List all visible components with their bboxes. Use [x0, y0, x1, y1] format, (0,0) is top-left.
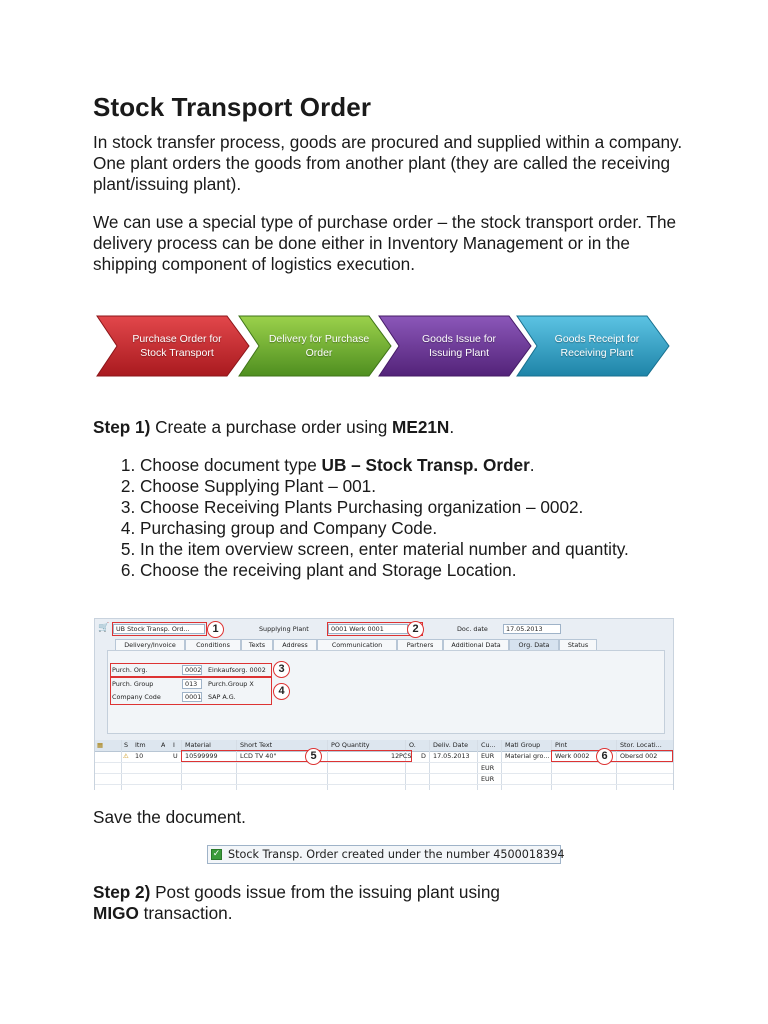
- tab-additional-data[interactable]: Additional Data: [443, 639, 509, 650]
- row-plant[interactable]: Werk 0002: [555, 752, 590, 760]
- callout-badge: 6: [596, 748, 613, 765]
- process-step-label: Purchase Order for Stock Transport: [132, 333, 222, 359]
- callout-badge: 5: [305, 748, 322, 765]
- column-header: Itm: [135, 741, 146, 749]
- column-header: PO Quantity: [331, 741, 370, 749]
- grid-icon[interactable]: ▦: [97, 741, 104, 749]
- step2-text: Post goods issue from the issuing plant using: [150, 882, 500, 902]
- list-item-text: Choose Supplying Plant – 001.: [140, 476, 377, 496]
- highlight-box: [181, 750, 412, 762]
- process-step-label: Goods Issue for Issuing Plant: [421, 333, 497, 359]
- supplying-plant-value: 0001 Werk 0001: [331, 625, 384, 633]
- column-header: O.: [409, 741, 416, 749]
- row-delivery-date[interactable]: 17.05.2013: [433, 752, 470, 760]
- column-divider: [181, 740, 182, 790]
- row-matl-group[interactable]: Material gro...: [505, 752, 550, 760]
- row-divider: [95, 773, 673, 774]
- list-item: [140, 455, 700, 476]
- tab-conditions[interactable]: Conditions: [185, 639, 241, 650]
- column-header: Material: [185, 741, 211, 749]
- status-message-bar: [207, 845, 565, 864]
- column-header: A: [161, 741, 166, 749]
- process-step-goods-issue: [377, 314, 533, 378]
- column-header: Cu...: [481, 741, 496, 749]
- purch-org-label: Purch. Org.: [112, 666, 148, 674]
- list-item-suffix: .: [529, 455, 535, 475]
- callout-badge: 4: [273, 683, 290, 700]
- row-divider: [95, 784, 673, 785]
- column-divider: [405, 740, 406, 790]
- org-data-panel: [107, 650, 665, 734]
- process-step-delivery: [237, 314, 393, 378]
- company-code-value: 0001: [185, 693, 202, 701]
- row-storage-location[interactable]: Obersd 002: [620, 752, 658, 760]
- step1-transaction-code: ME21N: [392, 417, 450, 437]
- step2-prefix: Step 2): [93, 882, 151, 902]
- column-header: Stor. Locati...: [620, 741, 662, 749]
- tab-partners[interactable]: Partners: [397, 639, 443, 650]
- list-item-text: In the item overview screen, enter material number and quantity.: [140, 539, 629, 559]
- tab-org-data[interactable]: Org. Data: [509, 639, 559, 650]
- company-code-label: Company Code: [112, 693, 161, 701]
- save-document-text: Save the document.: [93, 807, 246, 827]
- tab-texts[interactable]: Texts: [241, 639, 273, 650]
- supplying-plant-label: Supplying Plant: [259, 625, 309, 633]
- page-title: Stock Transport Order: [93, 92, 372, 122]
- intro-paragraph-2: We can use a special type of purchase order – the stock transport order. The delivery process can be done either in Inventory Management or in the shipping component of logistics execution.: [93, 212, 677, 274]
- purch-org-code: 0002: [185, 666, 202, 674]
- column-divider: [551, 740, 552, 790]
- column-header: I: [173, 741, 175, 749]
- warning-icon: ⚠: [123, 752, 129, 760]
- cart-icon: 🛒: [98, 623, 110, 633]
- purch-group-label: Purch. Group: [112, 680, 154, 688]
- row-currency: EUR: [481, 764, 495, 772]
- row-currency: EUR: [481, 775, 495, 783]
- list-item-text: Choose document type: [140, 455, 322, 475]
- step1-list: [93, 455, 700, 581]
- step1-prefix: Step 1): [93, 417, 151, 437]
- purch-group-name: Purch.Group X: [208, 680, 254, 688]
- company-code-name: SAP A.G.: [208, 693, 236, 701]
- status-message-text: Stock Transp. Order created under the number 4500018394: [228, 848, 565, 861]
- highlight-box: [110, 663, 272, 677]
- column-divider: [616, 740, 617, 790]
- list-item: [140, 518, 700, 539]
- tab-address[interactable]: Address: [273, 639, 317, 650]
- process-flow: [95, 310, 675, 382]
- row-unit: PCS: [399, 752, 412, 760]
- row-o: D: [421, 752, 426, 760]
- step2-transaction-code: MIGO: [93, 903, 139, 923]
- callout-badge: 2: [407, 621, 424, 638]
- purch-org-name: Einkaufsorg. 0002: [208, 666, 266, 674]
- intro-paragraph-1: In stock transfer process, goods are procured and supplied within a company. One plant orders the goods from another plant (they are called the receiving plant/issuing plant).: [93, 132, 683, 194]
- doc-date-value: 17.05.2013: [506, 625, 543, 633]
- column-divider: [477, 740, 478, 790]
- doc-type-value: UB Stock Transp. Ord...: [116, 625, 190, 633]
- column-header: Matl Group: [505, 741, 541, 749]
- item-overview-table: [95, 740, 673, 790]
- highlight-box: [112, 622, 207, 636]
- process-step-goods-receipt: [515, 314, 671, 378]
- purch-group-code: 013: [185, 680, 198, 688]
- column-divider: [327, 740, 328, 790]
- process-step-label: Goods Receipt for Receiving Plant: [554, 333, 640, 359]
- step2-suffix: transaction.: [138, 903, 233, 923]
- list-item-text: Choose the receiving plant and Storage Location.: [140, 560, 517, 580]
- step1-text: Create a purchase order using: [150, 417, 393, 437]
- callout-badge: 1: [207, 621, 224, 638]
- step1-suffix: .: [449, 417, 455, 437]
- step1-line: [93, 417, 683, 438]
- list-item: [140, 539, 700, 560]
- tab-delivery-invoice[interactable]: Delivery/Invoice: [115, 639, 185, 650]
- list-item: [140, 497, 700, 518]
- row-currency: EUR: [481, 752, 495, 760]
- row-item-number: 10: [135, 752, 144, 760]
- doc-date-field[interactable]: [503, 624, 561, 634]
- column-header: S: [124, 741, 129, 749]
- step2-line: [93, 882, 523, 924]
- row-quantity[interactable]: 12: [391, 752, 400, 760]
- column-divider: [121, 740, 122, 790]
- column-divider: [429, 740, 430, 790]
- tab-communication[interactable]: Communication: [317, 639, 397, 650]
- list-item-text: Choose Receiving Plants Purchasing organization – 0002.: [140, 497, 584, 517]
- list-item-text: Purchasing group and Company Code.: [140, 518, 438, 538]
- highlight-box: [110, 677, 272, 705]
- row-item-category: U: [173, 752, 178, 760]
- list-item: [140, 476, 700, 497]
- column-header: Short Text: [240, 741, 273, 749]
- row-short-text[interactable]: LCD TV 40": [240, 752, 277, 760]
- column-divider: [236, 740, 237, 790]
- list-item-bold: UB – Stock Transp. Order: [321, 455, 530, 475]
- row-divider: [95, 762, 673, 763]
- doc-date-label: Doc. date: [457, 625, 488, 633]
- column-header: Deliv. Date: [433, 741, 469, 749]
- process-step-label: Delivery for Purchase Order: [268, 333, 370, 359]
- success-check-icon: ✓: [212, 849, 221, 859]
- tab-status[interactable]: Status: [559, 639, 597, 650]
- process-step-purchase-order: [95, 314, 251, 378]
- column-header: Plnt: [555, 741, 568, 749]
- callout-badge: 3: [273, 661, 290, 678]
- column-divider: [501, 740, 502, 790]
- sap-screenshot: [94, 618, 674, 790]
- list-item: [140, 560, 700, 581]
- row-material[interactable]: 10599999: [185, 752, 218, 760]
